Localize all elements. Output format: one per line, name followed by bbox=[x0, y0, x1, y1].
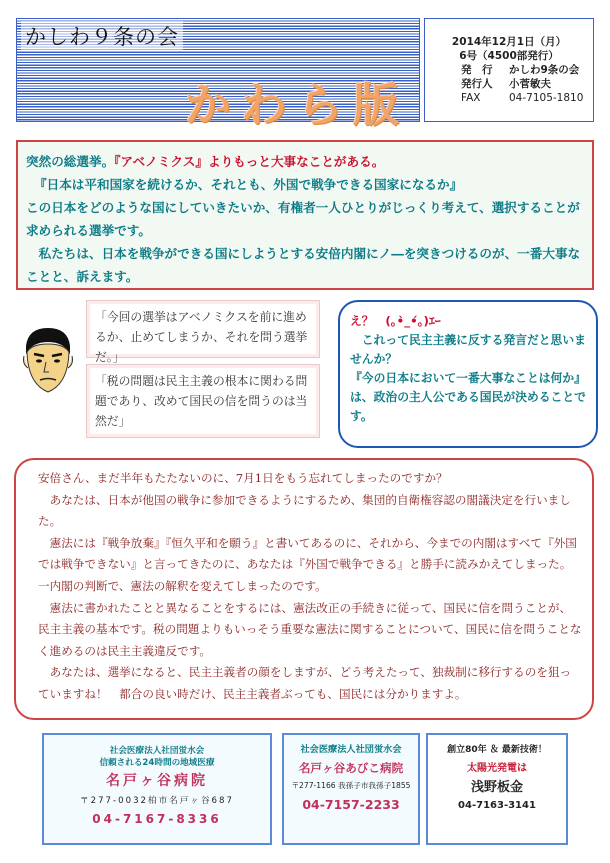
ad-hospital-tagline: 信頼される24時間の地域医療 bbox=[99, 758, 215, 768]
ad-hospital-address: 〒277-0032柏市名戸ヶ谷687 bbox=[80, 796, 234, 806]
main-paragraph-2: あなたは、日本が他国の戦争に参加できるようにするため、集団的自衛権容認の閣議決定を行いました。 bbox=[38, 492, 571, 529]
issue-number: 6号（4500部発行） bbox=[459, 50, 559, 62]
issue-info-box bbox=[424, 18, 594, 122]
ad-sheetmetal-name: 浅野板金 bbox=[470, 780, 523, 795]
reply-line-2: 『今の日本において一番大事なことは何か』は、政治の主人公である国民が決めることです。 bbox=[350, 371, 586, 423]
ad-asano-sheetmetal bbox=[426, 733, 568, 845]
editor-name: 小菅敏夫 bbox=[509, 78, 551, 90]
masthead-banner bbox=[16, 18, 420, 132]
ad-abiko-name: 名戸ヶ谷あびこ病院 bbox=[298, 761, 404, 775]
ad-hospital-corp: 社会医療法人社団蛍水会 bbox=[109, 746, 205, 756]
reply-speech-bubble bbox=[338, 300, 598, 448]
quote-box-election: 「今回の選挙はアベノミクスを前に進めるか、止めてしまうか、それを問う選挙だ。」 bbox=[86, 300, 320, 358]
lead-line-1 bbox=[26, 150, 584, 173]
main-paragraph-3: 憲法には『戦争放棄』『恒久平和を願う』と書いてあるのに、それから、今までの内閣はすべて『外国では戦争できない』と言ってきたのに、あなたは『外国で戦争できる』と勝手に読みかえてしまった。一内閣の判断で、憲法の解釈を変えてしまったのです。 bbox=[38, 535, 577, 593]
reply-line-1: これって民主主義に反する発言だと思いませんか？ bbox=[350, 333, 586, 366]
org-name: かしわ９条の会 bbox=[21, 21, 183, 51]
issue-date: 2014年12月1日（月） bbox=[451, 36, 567, 48]
publisher-row bbox=[425, 63, 593, 77]
lead-line-2: 『日本は平和国家を続けるか、それとも、外国で戦争できる国家になるか』 bbox=[34, 177, 463, 192]
publisher-label: 発 行 bbox=[461, 64, 493, 76]
ad-hospital-tel: 04-7167-8336 bbox=[92, 812, 222, 826]
editor-row bbox=[425, 77, 593, 91]
main-text-bubble bbox=[14, 458, 594, 720]
main-paragraph-4: 憲法に書かれたことと異なることをするには、憲法改正の手続きに従って、国民に信を問うことが、民主主義の基本です。税の問題よりもいっそう重要な憲法に関することについて、国民に信を問うことなく進めるのは民主主義違反です。 bbox=[38, 600, 582, 658]
ad-hospital-name: 名戸ヶ谷病院 bbox=[106, 773, 208, 789]
fax-label: FAX bbox=[461, 92, 481, 104]
quote-box-tax: 「税の問題は民主主義の根本に関わる問題であり、改めて国民の信を問うのは当然だ」 bbox=[86, 364, 320, 438]
editor-label: 発行人 bbox=[461, 78, 493, 90]
publisher-name: かしわ9条の会 bbox=[509, 64, 580, 76]
lead-line-4: 私たちは、日本を戦争ができる国にしようとする安倍内閣にノ―を突きつけるのが、一番大事なことと、訴えます。 bbox=[26, 246, 581, 284]
lead-line-1-plain: 突然の総選挙。 bbox=[26, 154, 115, 169]
reply-exclaim: え？ (｡•̀_•́｡)ｴｰ bbox=[350, 314, 441, 328]
fax-row bbox=[425, 91, 593, 105]
fax-number: 04-7105-1810 bbox=[509, 92, 584, 104]
ad-sheetmetal-tel: 04-7163-3141 bbox=[458, 800, 536, 811]
ad-abiko-address: 〒277-1166 我孫子市我孫子1855 bbox=[291, 781, 411, 790]
ad-sheetmetal-slogan: 創立80年 ＆ 最新技術！ bbox=[447, 745, 547, 755]
main-paragraph-5: あなたは、選挙になると、民主主義者の顔をしますが、どう考えたって、独裁制に移行するのを狙っていますね！ 都合の良い時だけ、民主主義者ぶっても、国民には分かりますよ。 bbox=[38, 665, 572, 701]
abe-portrait-illustration bbox=[18, 324, 78, 396]
ad-nadogaya-hospital bbox=[42, 733, 272, 845]
ad-abiko-hospital bbox=[282, 733, 420, 845]
newsletter-title: かわら版 bbox=[185, 78, 409, 132]
main-paragraph-1: 安倍さん、まだ半年もたたないのに、7月1日をもう忘れてしまったのですか？ bbox=[38, 471, 448, 485]
ad-abiko-corp: 社会医療法人社団蛍水会 bbox=[300, 744, 402, 755]
ad-sheetmetal-service: 太陽光発電は bbox=[467, 763, 527, 774]
lead-line-1-red: 『アベノミクス』よりもっと大事なことがある。 bbox=[114, 154, 385, 169]
lead-line-3: この日本をどのような国にしていきたいか、有権者一人ひとりがじっくり考えて、選択することが求められる選挙です。 bbox=[26, 200, 580, 238]
ad-abiko-tel: 04-7157-2233 bbox=[302, 797, 400, 812]
lead-box bbox=[16, 140, 594, 290]
